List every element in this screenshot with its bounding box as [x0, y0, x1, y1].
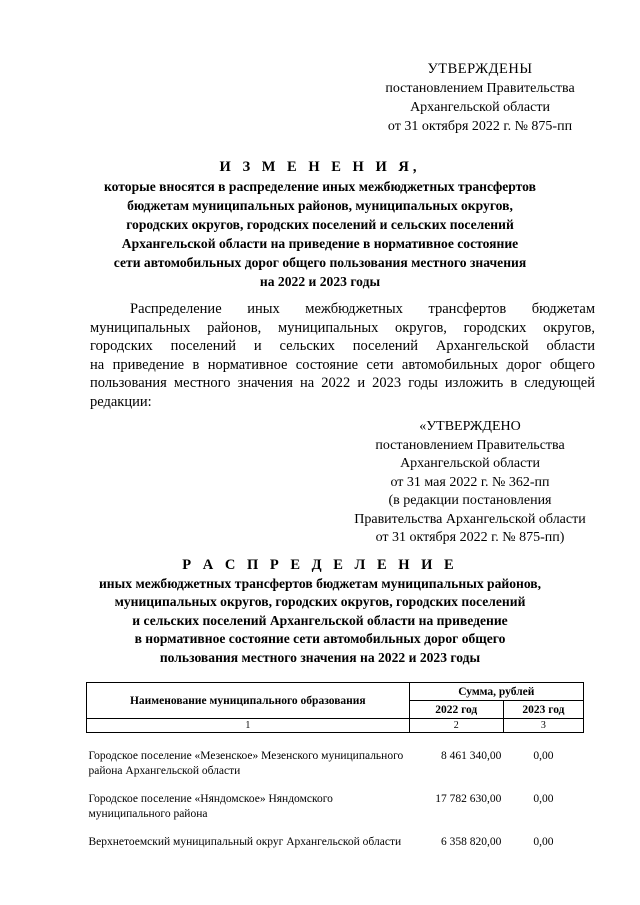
approval-line: «УТВЕРЖДЕНО — [419, 419, 521, 434]
title-line: пользования местного значения на 2022 и 2023 годы — [159, 649, 481, 665]
amount-2023: 0,00 — [533, 793, 554, 805]
municipality-name: Верхнетоемский муниципальный округ Архангельской области — [88, 836, 402, 848]
body-paragraph — [90, 300, 595, 411]
title-line: сети автомобильных дорог общего пользования местного значения — [113, 255, 527, 270]
title-line: и сельских поселений Архангельской области на приведение — [132, 612, 508, 628]
changes-heading: И З М Е Н Е Н И Я, — [219, 159, 421, 175]
amount-2022: 8 461 340,00 — [440, 750, 502, 762]
approval-stamp — [360, 60, 600, 136]
table-row — [87, 835, 584, 863]
paragraph-line: городских поселений и сельских поселений Архангельской области — [90, 338, 595, 354]
column-header-2023: 2023 год — [503, 701, 583, 719]
table-row — [87, 749, 584, 792]
approval-line: постановлением Правительства — [375, 437, 565, 453]
approval-line: постановлением Правительства — [385, 81, 575, 96]
amount-2022: 17 782 630,00 — [435, 793, 502, 805]
title-line: которые вносятся в распределение иных межбюджетных трансфертов — [104, 179, 536, 194]
title-line: муниципальных округов, городских округов, городских поселений — [114, 594, 526, 609]
municipality-name: Городское поселение «Мезенское» Мезенского муниципального района Архангельской области — [88, 750, 404, 777]
approval-line: от 31 октября 2022 г. № 875-пп) — [375, 530, 565, 545]
column-header-sum: Сумма, рублей — [409, 683, 583, 701]
changes-title — [60, 158, 580, 291]
title-line: городских округов, городских поселений и сельских поселений — [126, 217, 514, 232]
amount-2022: 6 358 820,00 — [440, 836, 502, 848]
paragraph-line: на приведение в нормативное состояние сети автомобильных дорог общего — [90, 356, 595, 373]
paragraph-line: пользования местного значения на 2022 и 2023 годы изложить в следующей — [90, 375, 595, 391]
table-row — [87, 792, 584, 835]
column-header-name: Наименование муниципального образования — [87, 683, 410, 719]
municipality-name: Городское поселение «Няндомское» Няндомского муниципального района — [88, 793, 333, 820]
title-line: на 2022 и 2023 годы — [259, 274, 381, 289]
column-number: 3 — [503, 719, 583, 733]
approval-line: Архангельской области — [400, 456, 540, 471]
distribution-heading: Р А С П Р Е Д Е Л Е Н И Е — [182, 557, 458, 573]
approval-stamp-quoted — [335, 418, 605, 548]
column-number: 1 — [87, 719, 410, 733]
amount-2023: 0,00 — [533, 836, 554, 848]
approval-line: Правительства Архангельской области — [354, 511, 586, 527]
approval-line: от 31 мая 2022 г. № 362-пп — [390, 474, 550, 490]
distribution-table — [86, 682, 584, 863]
approval-line: Архангельской области — [410, 100, 550, 115]
column-number: 2 — [409, 719, 503, 733]
paragraph-line: муниципальных районов, муниципальных округов, городских округов, — [90, 319, 595, 336]
paragraph-line: Распределение иных межбюджетных трансфертов бюджетам — [130, 301, 595, 317]
approval-line: от 31 октября 2022 г. № 875-пп — [387, 119, 573, 134]
title-line: бюджетам муниципальных районов, муниципальных округов, — [127, 198, 513, 213]
column-header-2022: 2022 год — [409, 701, 503, 719]
approval-line: (в редакции постановления — [388, 493, 552, 508]
paragraph-line: редакции: — [90, 393, 152, 410]
distribution-title — [60, 556, 580, 667]
approval-heading: УТВЕРЖДЕНЫ — [427, 61, 533, 77]
amount-2023: 0,00 — [533, 750, 554, 762]
title-line: иных межбюджетных трансфертов бюджетам муниципальных районов, — [98, 575, 542, 591]
title-line: Архангельской области на приведение в нормативное состояние — [121, 236, 519, 251]
title-line: в нормативное состояние сети автомобильных дорог общего — [134, 631, 506, 646]
